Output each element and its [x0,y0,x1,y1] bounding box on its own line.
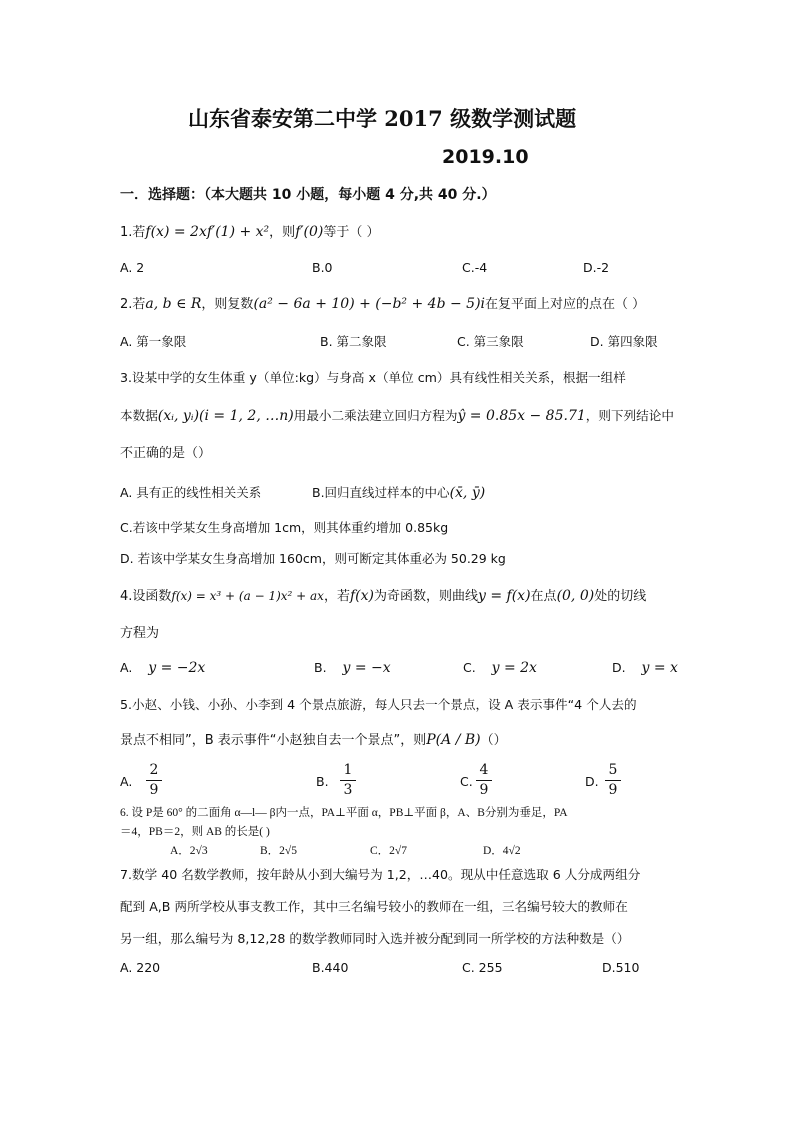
q4-line-2: 方程为 [120,626,160,641]
q4-text-d: 在点 [530,589,557,604]
q1-text-a: 1.若 [120,225,146,240]
q3-regression: ŷ = 0.85x − 85.71 [457,408,586,424]
q3-line-3: 不正确的是（） [120,446,212,461]
q1-option-d: D.-2 [583,260,610,275]
q4-option-a-label: A. [120,660,133,675]
q7-option-b: B.440 [312,960,349,975]
q5-b-den: 3 [343,782,353,798]
q5-option-c-fraction [476,762,492,799]
q1-ask: f′(0) [295,224,324,240]
q7-line-1: 7.数学 40 名数学教师，按年龄从小到大编号为 1,2，…40。现从中任意选取 6 人分成两组分 [120,867,641,882]
q4-text-b: ，若 [323,589,350,604]
q6-option-a: A．2√3 [170,845,208,857]
q5-text-a: 景点不相同”，B 表示事件“小赵独自去一个景点”，则 [120,733,427,748]
q3-text-b: 用最小二乘法建立回归方程为 [293,408,458,423]
q3-line-2 [120,408,674,424]
q3-option-b [312,485,485,501]
q3-sample: (xᵢ, yᵢ)(i = 1, 2, …n) [157,408,294,424]
q5-line-1: 5.小赵、小钱、小孙、小李到 4 个景点旅游，每人只去一个景点，设 A 表示事件“4 个人去的 [120,697,637,712]
exam-date: 2019.10 [442,146,529,168]
q2-option-b: B. 第二象限 [320,334,387,349]
q1-option-b: B.0 [312,260,333,275]
q5-text-b: （） [480,733,507,748]
q5-option-b-fraction [340,762,356,799]
q1-option-c: C.-4 [462,260,488,275]
q6-option-b: B．2√5 [260,845,297,857]
q5-b-num: 1 [343,762,353,778]
q1-text-b: ，则 [269,225,296,240]
q5-option-a-label: A. [120,774,133,789]
q3-option-b-formula: (x̄, ȳ) [449,485,486,501]
question-1-stem [120,224,380,241]
q5-option-b-label: B. [316,774,329,789]
q5-a-den: 9 [149,782,159,798]
q4-text-c: 为奇函数，则曲线 [373,589,478,604]
q4-point: (0, 0) [556,588,595,604]
q2-option-c: C. 第三象限 [457,334,524,349]
question-2-stem [120,296,645,313]
q4-option-a [120,660,205,676]
q5-option-d-label: D. [585,774,599,789]
q4-option-c [463,660,537,676]
q2-text-c: 在复平面上对应的点在（ ） [485,297,646,312]
q2-condition: a, b ∈ R [145,296,202,312]
q4-option-c-label: C. [463,660,476,675]
q3-text-c: ，则下列结论中 [585,408,674,423]
q5-formula: P(A / B) [426,732,481,748]
q2-text-a: 2.若 [120,297,146,312]
q5-line-2 [120,732,507,749]
q3-text-a: 本数据 [120,408,158,423]
q4-option-d-label: D. [612,660,626,675]
q6-option-c: C．2√7 [370,845,407,857]
q6-option-d: D．4√2 [483,845,521,857]
q5-c-den: 9 [479,782,489,798]
q2-text-b: ，则复数 [201,297,254,312]
q7-option-a: A. 220 [120,960,161,975]
section-heading: 一．选择题：（本大题共 10 小题，每小题 4 分,共 40 分.） [120,187,496,203]
q6-line-1: 6. 设 P是 60° 的二面角 α—l— β内一点，PA⊥平面 α，PB⊥平面 β，A、B分别为垂足，PA [120,807,568,819]
q5-d-num: 5 [608,762,618,778]
q4-option-b-label: B. [314,660,327,675]
q6-line-2: ＝4，PB＝2，则 AB 的长是( ) [120,826,270,838]
q3-option-b-text: B.回归直线过样本的中心 [312,485,450,500]
q4-formula: f(x) = x³ + (a − 1)x² + ax [171,589,324,603]
q3-line-1: 3.设某中学的女生体重 y（单位:kg）与身高 x（单位 cm）具有线性相关关系，根据一组样 [120,370,626,385]
q4-option-c-expr: y = 2x [491,660,537,676]
q4-curve: y = f(x) [478,588,531,604]
question-4-stem [120,588,646,605]
q4-option-a-expr: y = −2x [148,660,206,676]
q2-formula: (a² − 6a + 10) + (−b² + 4b − 5)i [253,296,486,312]
q4-option-b-expr: y = −x [342,660,391,676]
q4-option-b [314,660,391,676]
q5-option-a-fraction [146,762,162,799]
q1-option-a: A. 2 [120,260,145,275]
q7-option-d: D.510 [602,960,640,975]
q7-line-2: 配到 A,B 两所学校从事支教工作，其中三名编号较小的教师在一组，三名编号较大的教师在 [120,899,628,914]
q2-option-d: D. 第四象限 [590,334,658,349]
q3-option-d: D. 若该中学某女生身高增加 160cm，则可断定其体重必为 50.29 kg [120,551,506,566]
q4-fx: f(x) [349,588,374,604]
q4-text-e: 处的切线 [594,589,647,604]
exam-title: 山东省泰安第二中学 2017 级数学测试题 [188,106,577,131]
q7-option-c: C. 255 [462,960,503,975]
q5-option-c-label: C. [460,774,473,789]
q1-formula: f(x) = 2xf′(1) + x² [145,224,270,240]
q2-option-a: A. 第一象限 [120,334,187,349]
q5-d-den: 9 [608,782,618,798]
q5-option-d-fraction [605,762,621,799]
q5-c-num: 4 [479,762,489,778]
q7-line-3: 另一组，那么编号为 8,12,28 的数学教师同时入选并被分配到同一所学校的方法种数是（） [120,931,630,946]
q4-option-d [612,660,678,676]
q1-text-c: 等于（ ） [323,225,380,240]
q3-option-c: C.若该中学某女生身高增加 1cm，则其体重约增加 0.85kg [120,520,449,535]
q5-a-num: 2 [149,762,159,778]
q4-text-a: 4.设函数 [120,589,172,604]
q3-option-a: A. 具有正的线性相关关系 [120,485,262,500]
q4-option-d-expr: y = x [641,660,678,676]
